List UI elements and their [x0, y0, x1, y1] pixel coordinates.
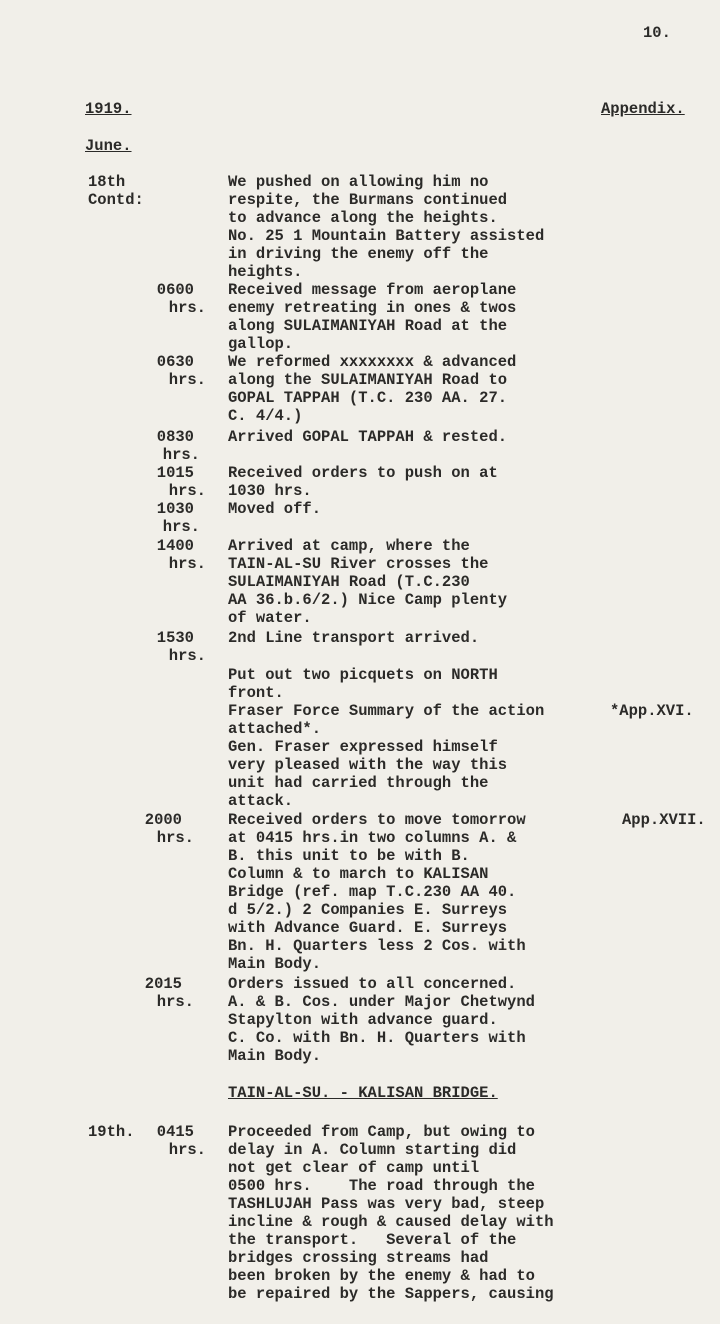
entry-line: TAIN-AL-SU River crosses the [228, 555, 489, 573]
entry-line: incline & rough & caused delay with [228, 1213, 554, 1231]
entry-line: We reformed xxxxxxxx & advanced [228, 353, 517, 371]
entry-line: respite, the Burmans continued [228, 191, 508, 209]
time-label: hrs. [168, 482, 206, 500]
time-label: hrs. [168, 371, 206, 389]
entry-line: SULAIMANIYAH Road (T.C.230 [228, 573, 470, 591]
entry-line: of water. [228, 609, 312, 627]
time-label: hrs. [168, 555, 206, 573]
entry-line: along the SULAIMANIYAH Road to [228, 371, 508, 389]
day-label: 18th [88, 173, 126, 191]
entry-line: bridges crossing streams had [228, 1249, 489, 1267]
entry-line: 2nd Line transport arrived. [228, 629, 480, 647]
entry-line: Moved off. [228, 500, 322, 518]
time-label: 0415 [156, 1123, 194, 1141]
entry-line: AA 36.b.6/2.) Nice Camp plenty [228, 591, 508, 609]
entry-line: gallop. [228, 335, 294, 353]
entry-line: at 0415 hrs.in two columns A. & [228, 829, 517, 847]
entry-line: Bn. H. Quarters less 2 Cos. with [228, 937, 526, 955]
month-heading: June. [85, 137, 132, 155]
entry-line: Main Body. [228, 1047, 322, 1065]
time-label: hrs. [162, 518, 200, 536]
section-heading: TAIN-AL-SU. - KALISAN BRIDGE. [228, 1084, 498, 1102]
entry-line: heights. [228, 263, 303, 281]
entry-line: delay in A. Column starting did [228, 1141, 517, 1159]
time-label: hrs. [156, 829, 194, 847]
appendix-ref: *App.XVI. [610, 702, 694, 720]
time-label: 2015 [144, 975, 182, 993]
appendix-ref: App.XVII. [622, 811, 706, 829]
entry-line: Arrived GOPAL TAPPAH & rested. [228, 428, 508, 446]
time-label: 0600 [156, 281, 194, 299]
entry-line: Arrived at camp, where the [228, 537, 470, 555]
page-number: 10. [643, 24, 671, 42]
entry-line: No. 25 1 Mountain Battery assisted [228, 227, 545, 245]
entry-line: A. & B. Cos. under Major Chetwynd [228, 993, 535, 1011]
entry-line: attached*. [228, 720, 322, 738]
entry-line: Fraser Force Summary of the action [228, 702, 545, 720]
entry-line: Bridge (ref. map T.C.230 AA 40. [228, 883, 517, 901]
entry-line: very pleased with the way this [228, 756, 508, 774]
entry-line: Received message from aeroplane [228, 281, 517, 299]
year-heading: 1919. [85, 100, 132, 118]
entry-line: along SULAIMANIYAH Road at the [228, 317, 508, 335]
entry-line: not get clear of camp until [228, 1159, 480, 1177]
entry-line: B. this unit to be with B. [228, 847, 470, 865]
entry-line: We pushed on allowing him no [228, 173, 489, 191]
entry-line: C. Co. with Bn. H. Quarters with [228, 1029, 526, 1047]
entry-line: attack. [228, 792, 294, 810]
day-label-contd: Contd: [88, 191, 144, 209]
time-label: 0630 [156, 353, 194, 371]
time-label: hrs. [168, 647, 206, 665]
entry-line: Main Body. [228, 955, 322, 973]
time-label: 2000 [144, 811, 182, 829]
entry-line: 1030 hrs. [228, 482, 312, 500]
time-label: hrs. [168, 1141, 206, 1159]
entry-line: to advance along the heights. [228, 209, 498, 227]
day-label: 19th. [88, 1123, 135, 1141]
entry-line: front. [228, 684, 284, 702]
entry-line: the transport. Several of the [228, 1231, 517, 1249]
time-label: 1400 [156, 537, 194, 555]
entry-line: Orders issued to all concerned. [228, 975, 517, 993]
entry-line: been broken by the enemy & had to [228, 1267, 535, 1285]
time-label: hrs. [168, 299, 206, 317]
entry-line: unit had carried through the [228, 774, 489, 792]
entry-line: TASHLUJAH Pass was very bad, steep [228, 1195, 545, 1213]
entry-line: enemy retreating in ones & twos [228, 299, 517, 317]
time-label: hrs. [162, 446, 200, 464]
time-label: 0830 [156, 428, 194, 446]
entry-line: C. 4/4.) [228, 407, 303, 425]
appendix-heading: Appendix. [601, 100, 685, 118]
entry-line: with Advance Guard. E. Surreys [228, 919, 508, 937]
entry-line: Received orders to move tomorrow [228, 811, 526, 829]
time-label: 1530 [156, 629, 194, 647]
entry-line: 0500 hrs. The road through the [228, 1177, 535, 1195]
entry-line: Stapylton with advance guard. [228, 1011, 498, 1029]
entry-line: Column & to march to KALISAN [228, 865, 489, 883]
entry-line: Gen. Fraser expressed himself [228, 738, 498, 756]
entry-line: GOPAL TAPPAH (T.C. 230 AA. 27. [228, 389, 508, 407]
entry-line: in driving the enemy off the [228, 245, 489, 263]
entry-line: be repaired by the Sappers, causing [228, 1285, 554, 1303]
entry-line: Proceeded from Camp, but owing to [228, 1123, 535, 1141]
time-label: 1015 [156, 464, 194, 482]
entry-line: d 5/2.) 2 Companies E. Surreys [228, 901, 508, 919]
entry-line: Received orders to push on at [228, 464, 498, 482]
entry-line: Put out two picquets on NORTH [228, 666, 498, 684]
time-label: hrs. [156, 993, 194, 1011]
time-label: 1030 [156, 500, 194, 518]
